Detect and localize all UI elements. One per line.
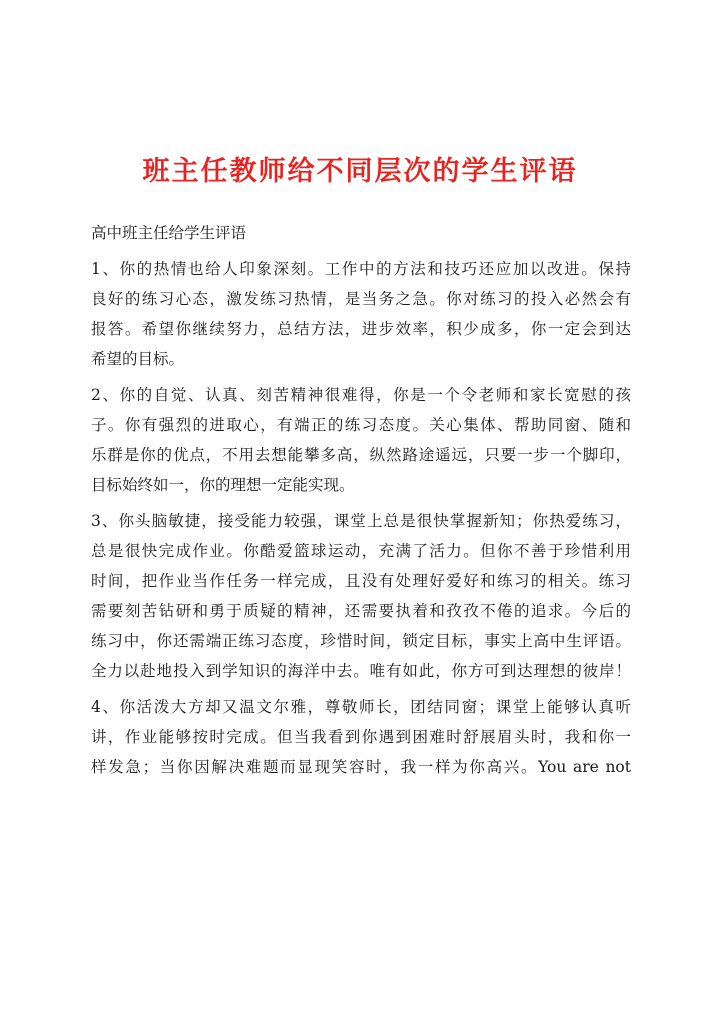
paragraph-line: 乐群是你的优点，不用去想能攀多高，纵然路途遥远，只要一步一个脚印， (91, 446, 631, 464)
paragraph-line: 希望的目标。 (91, 350, 185, 368)
paragraph-line: 全力以赴地投入到学知识的海洋中去。唯有如此，你方可到达理想的彼岸！ (91, 662, 631, 680)
paragraph-line: 目标始终如一，你的理想一定能实现。 (91, 476, 355, 494)
paragraph-line: 总是很快完成作业。你酷爱篮球运动，充满了活力。但你不善于珍惜利用 (91, 542, 631, 560)
paragraph-line: 需要刻苦钻研和勇于质疑的精神，还需要执着和孜孜不倦的追求。今后的 (91, 602, 631, 620)
paragraph-line: 样发急；当你因解决难题而显现笑容时，我一样为你高兴。You are not (91, 758, 631, 776)
paragraph-line: 讲，作业能够按时完成。但当我看到你遇到困难时舒展眉头时，我和你一 (91, 728, 631, 746)
comment-paragraph-3 (91, 506, 631, 686)
paragraph-line: 3、你头脑敏捷，接受能力较强，课堂上总是很快掌握新知；你热爱练习， (91, 512, 631, 530)
paragraph-line: 时间，把作业当作任务一样完成，且没有处理好爱好和练习的相关。练习 (91, 572, 631, 590)
paragraph-line: 子。你有强烈的进取心，有端正的练习态度。关心集体、帮助同窗、随和 (91, 416, 631, 434)
comment-paragraph-4 (91, 692, 631, 782)
paragraph-line: 2、你的自觉、认真、刻苦精神很难得，你是一个令老师和家长宽慰的孩 (91, 386, 631, 404)
paragraph-line: 练习中，你还需端正练习态度，珍惜时间，锁定目标，事实上高中生评语。 (91, 632, 631, 650)
paragraph-line: 4、你活泼大方却又温文尔雅，尊敬师长，团结同窗；课堂上能够认真听 (91, 698, 631, 716)
paragraph-line: 良好的练习心态，激发练习热情，是当务之急。你对练习的投入必然会有 (91, 290, 631, 308)
paragraph-line: 1、你的热情也给人印象深刻。工作中的方法和技巧还应加以改进。保持 (91, 260, 631, 278)
page-title: 班主任教师给不同层次的学生评语 (142, 156, 578, 187)
section-subtitle: 高中班主任给学生评语 (91, 224, 247, 242)
document-body (91, 218, 631, 788)
comment-paragraph-2 (91, 380, 631, 500)
paragraph-line: 报答。希望你继续努力，总结方法，进步效率，积少成多，你一定会到达 (91, 320, 631, 338)
comment-paragraph-1 (91, 254, 631, 374)
